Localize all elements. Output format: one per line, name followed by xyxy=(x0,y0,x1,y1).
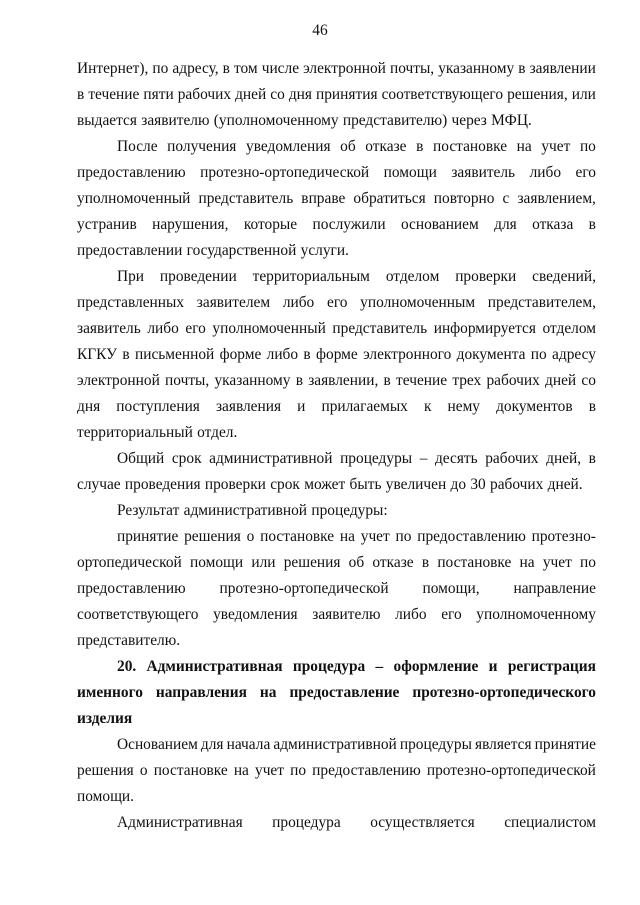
text-line: При проведении территориальным отделом проверки сведений, xyxy=(117,268,596,285)
text-line: именного направления на предоставление протезно-ортопедического xyxy=(77,684,596,701)
text-line: После получения уведомления об отказе в постановке на учет по xyxy=(117,138,596,155)
text-line: принятие решения о постановке на учет по предоставлению протезно- xyxy=(117,528,596,545)
text-line: представленных заявителем либо его уполномоченным представителем, xyxy=(77,294,596,311)
text-line: устранив нарушения, которые послужили основанием для отказа в xyxy=(77,216,596,233)
text-line: помощи. xyxy=(77,788,135,805)
document-body xyxy=(77,56,596,836)
page-number: 46 xyxy=(312,22,328,39)
text-line: предоставлению протезно-ортопедической помощи, направление xyxy=(77,580,596,597)
text-line: ортопедической помощи или решения об отказе в постановке на учет по xyxy=(77,554,596,571)
text-line: в течение пяти рабочих дней со дня принятия соответствующего решения, или xyxy=(77,86,596,103)
text-line: дня поступления заявления и прилагаемых к нему документов в xyxy=(77,398,596,415)
text-line: уполномоченный представитель вправе обратиться повторно с заявлением, xyxy=(77,190,596,207)
text-line: Административная процедура осуществляется специалистом xyxy=(117,814,596,831)
text-line: соответствующего уведомления заявителю либо его уполномоченному xyxy=(77,606,596,623)
text-line: решения о постановке на учет по предоставлению протезно-ортопедической xyxy=(77,762,596,779)
text-line: Результат административной процедуры: xyxy=(117,502,388,519)
text-line: случае проведения проверки срок может быть увеличен до 30 рабочих дней. xyxy=(77,476,583,493)
text-line: выдается заявителю (уполномоченному представителю) через МФЦ. xyxy=(77,112,532,129)
text-line: представителю. xyxy=(77,632,181,649)
text-line: изделия xyxy=(77,710,133,727)
text-line: КГКУ в письменной форме либо в форме электронного документа по адресу xyxy=(77,346,596,363)
text-line: предоставлению протезно-ортопедической помощи заявитель либо его xyxy=(77,164,596,181)
text-line: Основанием для начала административной процедуры является принятие xyxy=(117,736,596,753)
text-line: Общий срок административной процедуры – десять рабочих дней, в xyxy=(117,450,596,467)
text-line: электронной почты, указанному в заявлении, в течение трех рабочих дней со xyxy=(77,372,596,389)
text-line: Интернет), по адресу, в том числе электронной почты, указанному в заявлении xyxy=(77,60,596,77)
text-line: территориальный отдел. xyxy=(77,424,238,441)
text-line: заявитель либо его уполномоченный представитель информируется отделом xyxy=(77,320,596,337)
text-line: предоставлении государственной услуги. xyxy=(77,242,349,259)
text-line: 20. Административная процедура – оформление и регистрация xyxy=(117,658,596,675)
